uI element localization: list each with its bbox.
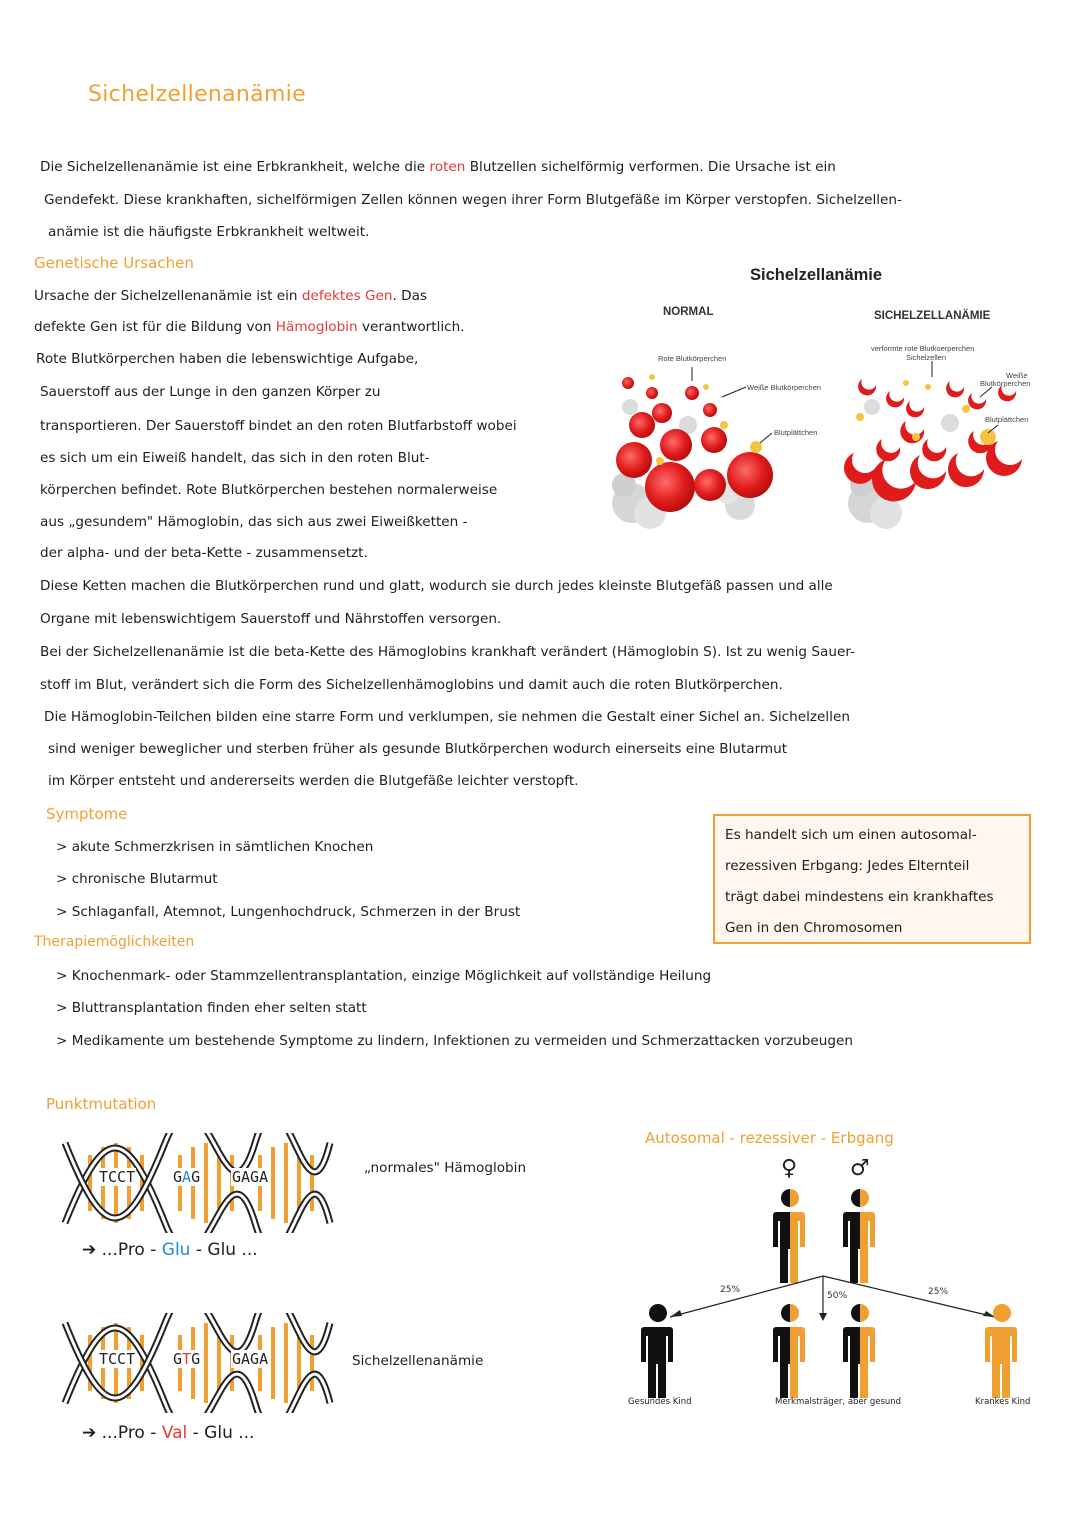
therapy-item: > Bluttransplantation finden eher selten statt [56,1000,367,1016]
genetics-heading: Genetische Ursachen [34,254,194,272]
genetics-line-1: Ursache der Sichelzellenanämie ist ein defektes Gen. Das [34,288,428,304]
amino-acids-sickle: ➔ ...Pro - Val - Glu ... [82,1423,255,1443]
codon-2: GTG [173,1350,201,1368]
label-platelets-2: Blutplättchen [985,415,1029,424]
genetics-line-13: stoff im Blut, verändert sich die Form des Sichelzellenhämoglobins und damit auch die roten Blutkörperchen. [40,677,783,693]
genetics-line-11: Organe mit lebenswichtigem Sauerstoff und Nährstoffen versorgen. [40,611,502,627]
label-sick-child: Krankes Kind [975,1397,1031,1407]
symptom-item: > Schlaganfall, Atemnot, Lungenhochdruck, Schmerzen in der Brust [56,904,521,920]
amino-acids-normal: ➔ ...Pro - Glu - Glu ... [82,1240,258,1260]
child-sick [985,1304,1017,1398]
figure-title: Sichelzellanämie [750,266,883,284]
blood-cells-illustration [610,335,1040,530]
genetics-line-16: im Körper entsteht und andererseits werden die Blutgefäße leichter verstopft. [48,773,579,789]
male-symbol-icon: ♂ [850,1156,870,1181]
normal-hemoglobin-caption: „normales" Hämoglobin [364,1160,527,1176]
codon-1: TCCT [99,1350,136,1368]
label-white-cells-2b: Blutkörperchen [980,379,1031,388]
label-white-cells: Weiße Blutkörperchen [747,383,822,392]
percent-carrier: 50% [827,1291,848,1301]
label-healthy-child: Gesundes Kind [628,1397,692,1407]
label-white-cells-2a: Weiße [1006,371,1028,380]
intro-line-3: anämie ist die häufigste Erbkrankheit weltweit. [48,224,370,240]
genetics-line-6: es sich um ein Eiweiß handelt, das sich in den roten Blut- [40,450,430,466]
inheritance-heading: Autosomal - rezessiver - Erbgang [645,1129,894,1147]
codon-2: GAG [173,1168,201,1186]
label-platelets: Blutplättchen [774,428,818,437]
codon-1: TCCT [99,1168,136,1186]
intro-line-2: Gendefekt. Diese krankhaften, sichelförmigen Zellen können wegen ihrer Form Blutgefäße im Körper verstopfen. Sichelzellen- [44,192,902,208]
child-carrier-1 [773,1304,805,1398]
genetics-line-14: Die Hämoglobin-Teilchen bilden eine starre Form und verklumpen, sie nehmen die Gestalt einer Sichel an. Sichelzellen [44,709,850,725]
genetics-line-7: körperchen befindet. Rote Blutkörperchen bestehen normalerweise [40,482,498,498]
parent-father [843,1189,875,1283]
genetics-line-3: Rote Blutkörperchen haben die lebenswichtige Aufgabe, [36,351,419,367]
symptom-item: > akute Schmerzkrisen in sämtlichen Knochen [56,839,374,855]
genetics-line-10: Diese Ketten machen die Blutkörperchen rund und glatt, wodurch sie durch jedes kleinste Blutgefäß passen und alle [40,578,833,594]
genetics-line-5: transportieren. Der Sauerstoff bindet an den roten Blutfarbstoff wobei [40,418,517,434]
inheritance-info-box: Es handelt sich um einen autosomal- rezessiven Erbgang: Jedes Elternteil trägt dabei mindestens ein krankhaftes Gen in den Chromosomen [713,814,1031,944]
genetics-line-12: Bei der Sichelzellenanämie ist die beta-Kette des Hämoglobins krankhaft verändert (Hämoglobin S). Ist zu wenig Sauer- [40,644,855,660]
mutation-heading: Punktmutation [46,1095,157,1113]
therapy-item: > Medikamente um bestehende Symptome zu lindern, Infektionen zu vermeiden und Schmerzattacken vorzubeugen [56,1033,853,1049]
label-red-cells: Rote Blutkörperchen [658,354,727,363]
arrow-icon: ➔ [82,1240,97,1260]
parent-mother [773,1189,805,1283]
symptoms-heading: Symptome [46,805,128,823]
genetics-line-2: defekte Gen ist für die Bildung von Hämoglobin verantwortlich. [34,319,465,335]
percent-healthy: 25% [720,1285,741,1295]
figure-sickle-heading: SICHELZELLANÄMIE [874,310,991,322]
arrow-icon: ➔ [82,1423,97,1443]
therapy-item: > Knochenmark- oder Stammzellentransplantation, einzige Möglichkeit auf vollständige Heilung [56,968,712,984]
percent-sick: 25% [928,1287,949,1297]
sickle-caption: Sichelzellenanämie [352,1353,484,1369]
figure-normal-heading: NORMAL [663,306,714,318]
label-carrier-child: Merkmalsträger, aber gesund [775,1397,902,1407]
intro-line-1: Die Sichelzellenanämie ist eine Erbkrankheit, welche die roten Blutzellen sichelförmig verformen. Die Ursache ist ein [40,159,836,175]
label-deformed-2: Sichelzellen [906,353,947,362]
female-symbol-icon: ♀ [781,1156,798,1181]
genetics-line-9: der alpha- und der beta-Kette - zusammensetzt. [40,545,368,561]
label-deformed-1: verformte rote Blutkoerperchen [871,344,975,353]
child-carrier-2 [843,1304,875,1398]
child-healthy [641,1304,673,1398]
page-title: Sichelzellenanämie [88,82,306,107]
genetics-line-15: sind weniger beweglicher und sterben früher als gesunde Blutkörperchen wodurch einerseits eine Blutarmut [48,741,788,757]
codon-3: GAGA [232,1350,269,1368]
therapy-heading: Therapiemöglichkeiten [34,934,195,950]
codon-3: GAGA [232,1168,269,1186]
intro-red-word: roten [429,159,466,175]
genetics-line-8: aus „gesundem" Hämoglobin, das sich aus zwei Eiweißketten - [40,514,468,530]
symptom-item: > chronische Blutarmut [56,871,218,887]
genetics-line-4: Sauerstoff aus der Lunge in den ganzen Körper zu [40,384,381,400]
inheritance-diagram [615,1180,1045,1400]
